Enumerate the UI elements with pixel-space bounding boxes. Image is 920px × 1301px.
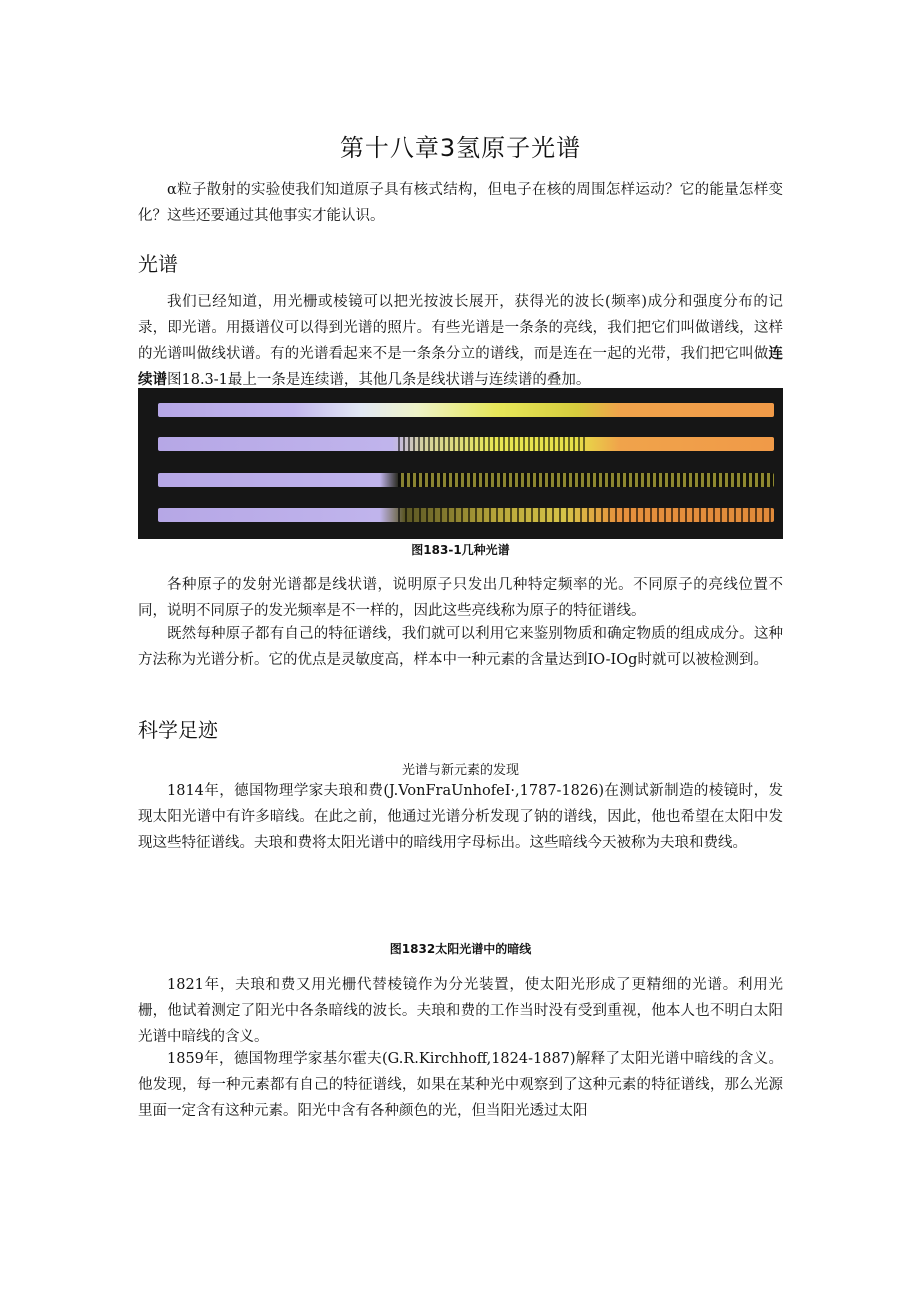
science-paragraph-1: 1814年，德国物理学家夫琅和费(J.VonFraUnhofeI·,1787-1826)在测试新制造的棱镜时，发现太阳光谱中有许多暗线。在此之前，他通过光谱分析发现了钠的谱线，因此，他也希望在太阳中发现这些特征谱线。夫琅和费将太阳光谱中的暗线用字母标出。这些暗线今天被称为夫琅和费线。	[138, 783, 783, 851]
continuous-spectrum-band	[158, 403, 774, 417]
page-title: 第十八章3氢原子光谱	[339, 134, 582, 162]
intro-paragraph: α粒子散射的实验使我们知道原子具有核式结构，但电子在核的周围怎样运动？它的能量怎样变化？这些还要通过其他事实才能认识。	[138, 182, 783, 224]
line-spectrum-band-3	[158, 508, 774, 522]
section-heading-spectrum: 光谱	[138, 252, 178, 276]
spectrum-paragraph-1-text-b: 图18.3-1最上一条是连续谱，其他几条是线状谱与连续谱的叠加。	[167, 372, 591, 388]
science-paragraph-2: 1821年，夫琅和费又用光栅代替棱镜作为分光装置，使太阳光形成了更精细的光谱。利用光栅，他试着测定了阳光中各条暗线的波长。夫琅和费的工作当时没有受到重视，他本人也不明白太阳光谱中暗线的含义。	[138, 977, 783, 1045]
figure-caption-1: 图183-1几种光谱	[411, 543, 510, 557]
section-heading-science: 科学足迹	[138, 718, 218, 742]
spectrum-paragraph-2: 各种原子的发射光谱都是线状谱，说明原子只发出几种特定频率的光。不同原子的亮线位置不同，说明不同原子的发光频率是不一样的，因此这些亮线称为原子的特征谱线。	[138, 577, 783, 619]
spectra-figure	[138, 388, 783, 539]
line-spectrum-band-2	[158, 473, 774, 487]
spectrum-paragraph-3: 既然每种原子都有自己的特征谱线，我们就可以利用它来鉴别物质和确定物质的组成成分。这种方法称为光谱分析。它的优点是灵敏度高，样本中一种元素的含量达到IO-IOg时就可以被检测到。	[138, 626, 783, 668]
subsection-title: 光谱与新元素的发现	[401, 763, 519, 778]
continuous-spectrum-term: 连续谱	[138, 346, 783, 388]
spectrum-paragraph-1-text-a: 我们已经知道，用光栅或棱镜可以把光按波长展开，获得光的波长(频率)成分和强度分布的记录，即光谱。用摄谱仪可以得到光谱的照片。有些光谱是一条条的亮线，我们把它们叫做谱线，这样的光谱叫做线状谱。有的光谱看起来不是一条条分立的谱线，而是连在一起的光带，我们把它叫做	[138, 294, 783, 362]
spectrum-paragraph-1	[138, 289, 783, 393]
line-spectrum-band-1	[158, 437, 774, 451]
figure-caption-2: 图1832太阳光谱中的暗线	[389, 942, 532, 956]
science-paragraph-3: 1859年，德国物理学家基尔霍夫(G.R.Kirchhoff,1824-1887)解释了太阳光谱中暗线的含义。他发现，每一种元素都有自己的特征谱线，如果在某种光中观察到了这种元素的特征谱线，那么光源里面一定含有这种元素。阳光中含有各种颜色的光，但当阳光透过太阳	[138, 1051, 783, 1119]
